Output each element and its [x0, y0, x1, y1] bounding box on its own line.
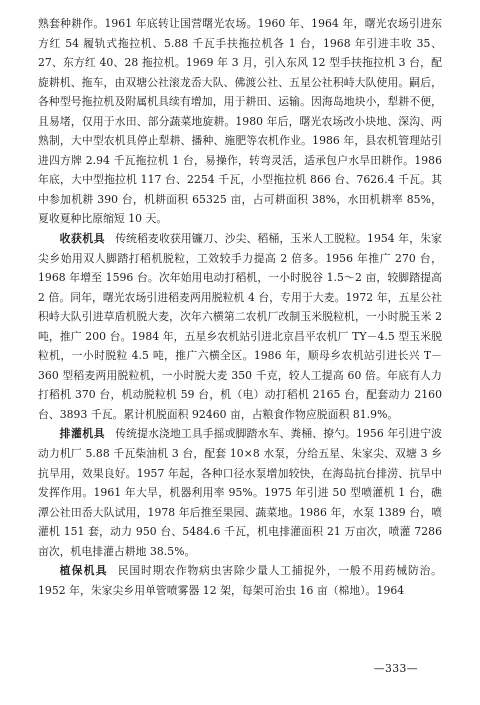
paragraph-plant-protection-machinery — [38, 561, 442, 600]
paragraph-text: 民国时期农作物病虫害除少量人工捕捉外，一般不用药械防治。1952 年，朱家尖乡用单管喷雾器 12 架，每架可治虫 16 亩（棉地）。1964 — [38, 564, 443, 597]
paragraph-text: 熟套种耕作。1961 年底转让国营曙光农场。1960 年、1964 年，曙光农场引进东方红 54 履轨式拖拉机、5.88 千瓦手扶拖拉机各 1 台，1968 年引进丰收 35、27、东方红 40、28 拖拉机。1969 年 3 月，引入东风 12 型手扶拖拉机 3 台，配旋耕机、拖车，由双塘公社滚龙岙大队、佛渡公社、五星公社积峙大队使用。嗣后，各种型号拖拉机及附属机具续有增加，用于耕田、运输。因海岛地块小，犁耕不便，且易堵，仅用于水田、部分蔬菜地旋耕。1980 年后，曙光农场改小块地、深沟、两熟制，大中型农机具停止犁耕、播种、施肥等农机作业。1986 年，县农机管理站引进四方牌 2.94 千瓦拖拉机 1 台，易操作，转弯灵活，适承包户水旱田耕作。1986 年底，大中型拖拉机 117 台、2254 千瓦，小型拖拉机 866 台、7626.4 千瓦。其中参加机耕 390 台，机耕面积 65325 亩，占可耕面积 38%，水田机耕率 85%，夏收夏种比原缩短 10 天。 — [38, 17, 442, 226]
paragraph-harvest-machinery — [38, 229, 442, 424]
paragraph-irrigation-machinery — [38, 424, 442, 561]
section-heading-irrigation: 排灌机具 — [59, 427, 106, 441]
page-body — [38, 14, 442, 600]
paragraph-text: 传统稻麦收获用镰刀、沙尖、稻桶，玉米人工脱粒。1954 年，朱家尖乡始用双人脚踏打稻机脱粒，工效较手力提高 2 倍多。1956 年推广 270 台，1968 年增至 1596 台。次年始用电动打稻机，一小时脱谷 1.5～2 亩，较脚踏提高 2 倍。同年，曙光农场引进稻麦两用脱粒机 4 台，专用于大麦。1972 年，五星公社积峙大队引进草盾机脱大麦，次年六横第二农机厂改制玉米脱粒机，一小时脱玉米 2 吨，推广 200 台。1984 年，五星乡农机站引进北京昌平农机厂 TY－4.5 型玉米脱粒机，一小时脱粒 4.5 吨，推广六横全区。1986 年，顺母乡农机站引进长兴 T－360 型稻麦两用脱粒机，一小时脱大麦 350 千克，较人工提高 60 倍。年底有人力打稻机 370 台，机动脱粒机 59 台，机（电）动打稻机 2165 台，配套动力 2160 台、3893 千瓦。累计机脱面积 92460 亩，占粮食作物应脱面积 81.9%。 — [38, 232, 443, 421]
section-heading-plant-protection: 植保机具 — [59, 564, 108, 578]
paragraph-text: 传统提水浇地工具手摇或脚踏水车、粪桶、撩勺。1956 年引进宁波动力机厂 5.88 千瓦柴油机 3 台，配套 10×8 水泵，分给五星、朱家尖、双塘 3 乡抗旱用，效果良好。1957 年起，各种口径水泵增加较快，在海岛抗台排涝、抗旱中发挥作用。1961 年大旱，机器利用率 95%。1975 年引进 50 型喷灌机 1 台，礁潭公社田岙大队试用，1978 年后推至果园、蔬菜地。1986 年，水泵 1389 台，喷灌机 151 套，动力 950 台、5484.6 千瓦，机电排灌面积 21 万亩次，喷灌 7286 亩次，机电排灌占耕地 38.5%。 — [38, 427, 443, 558]
paragraph-farming-machinery — [38, 14, 442, 229]
page-number: —333— — [373, 662, 418, 675]
section-heading-harvest: 收获机具 — [59, 232, 106, 246]
